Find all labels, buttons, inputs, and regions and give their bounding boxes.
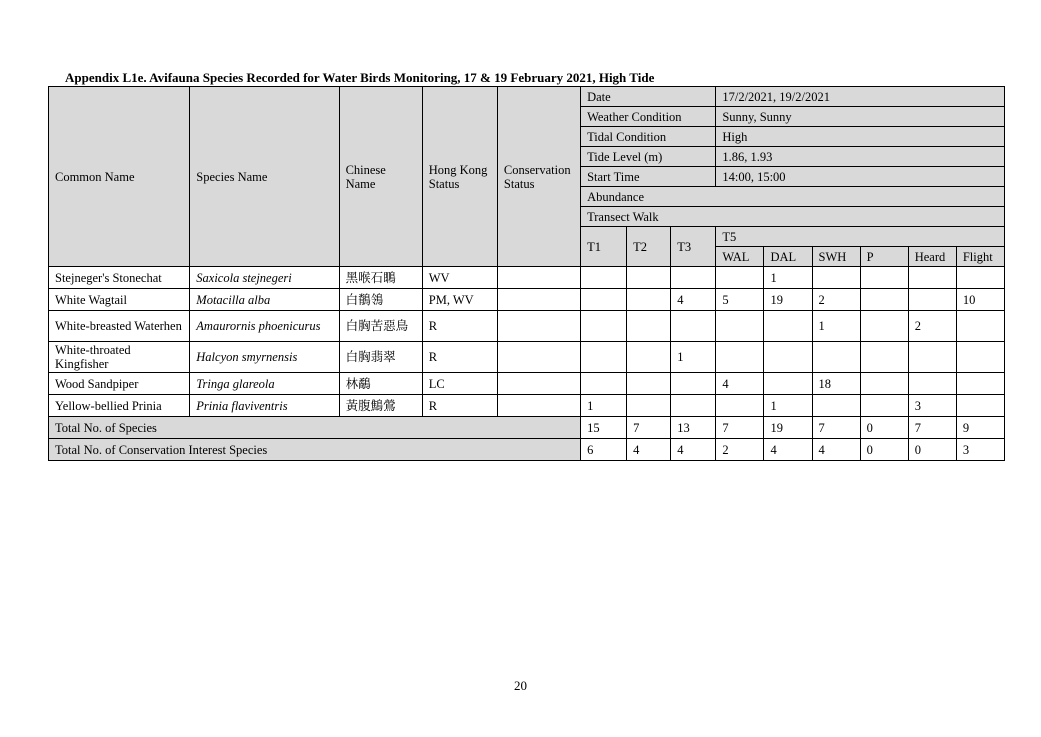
count-t3 [671, 311, 716, 342]
header-conservation-status: Conservation Status [497, 87, 580, 267]
cons-wal: 2 [716, 439, 764, 461]
common-name: White-breasted Waterhen [49, 311, 190, 342]
count-t2 [627, 289, 671, 311]
count-flight [956, 395, 1004, 417]
table-row [49, 311, 1005, 342]
header-t5: T5 [716, 227, 1005, 247]
header-heard: Heard [908, 247, 956, 267]
count-p [860, 267, 908, 289]
table-row [49, 267, 1005, 289]
header-wal: WAL [716, 247, 764, 267]
start-time-label: Start Time [581, 167, 716, 187]
hk-status: LC [422, 373, 497, 395]
count-swh: 2 [812, 289, 860, 311]
count-heard [908, 342, 956, 373]
count-dal [764, 311, 812, 342]
header-hk-status: Hong Kong Status [422, 87, 497, 267]
count-swh [812, 267, 860, 289]
count-p [860, 311, 908, 342]
chinese-name: 黑喉石䳭 [339, 267, 422, 289]
common-name: Yellow-bellied Prinia [49, 395, 190, 417]
count-heard [908, 267, 956, 289]
species-table [48, 86, 1005, 461]
tide-level-label: Tide Level (m) [581, 147, 716, 167]
total-wal: 7 [716, 417, 764, 439]
count-t1: 1 [581, 395, 627, 417]
conservation-status [497, 289, 580, 311]
count-heard [908, 289, 956, 311]
count-t1 [581, 342, 627, 373]
count-dal: 1 [764, 395, 812, 417]
cons-dal: 4 [764, 439, 812, 461]
count-t2 [627, 342, 671, 373]
hk-status: R [422, 311, 497, 342]
date-value: 17/2/2021, 19/2/2021 [716, 87, 1005, 107]
table-row [49, 342, 1005, 373]
total-flight: 9 [956, 417, 1004, 439]
species-name: Prinia flaviventris [190, 395, 339, 417]
total-conservation-row [49, 439, 1005, 461]
species-name: Motacilla alba [190, 289, 339, 311]
count-flight [956, 373, 1004, 395]
cons-t1: 6 [581, 439, 627, 461]
total-t1: 15 [581, 417, 627, 439]
conservation-status [497, 311, 580, 342]
header-t1: T1 [581, 227, 627, 267]
count-t2 [627, 267, 671, 289]
header-swh: SWH [812, 247, 860, 267]
total-species-row [49, 417, 1005, 439]
species-name: Saxicola stejnegeri [190, 267, 339, 289]
count-wal [716, 395, 764, 417]
count-t3: 1 [671, 342, 716, 373]
count-t3: 4 [671, 289, 716, 311]
species-name: Halcyon smyrnensis [190, 342, 339, 373]
chinese-name: 林鷸 [339, 373, 422, 395]
count-wal: 4 [716, 373, 764, 395]
header-flight: Flight [956, 247, 1004, 267]
common-name: White-throated Kingfisher [49, 342, 190, 373]
count-swh: 18 [812, 373, 860, 395]
chinese-name: 白鶺鴒 [339, 289, 422, 311]
tidal-label: Tidal Condition [581, 127, 716, 147]
total-heard: 7 [908, 417, 956, 439]
count-t1 [581, 267, 627, 289]
conservation-status [497, 395, 580, 417]
total-p: 0 [860, 417, 908, 439]
count-heard [908, 373, 956, 395]
table-row [49, 395, 1005, 417]
tidal-value: High [716, 127, 1005, 147]
cons-p: 0 [860, 439, 908, 461]
count-t3 [671, 267, 716, 289]
page-number: 20 [514, 678, 527, 693]
count-p [860, 342, 908, 373]
chinese-name: 白胸苦惡鳥 [339, 311, 422, 342]
count-p [860, 395, 908, 417]
total-swh: 7 [812, 417, 860, 439]
conservation-status [497, 267, 580, 289]
cons-t3: 4 [671, 439, 716, 461]
conservation-status [497, 342, 580, 373]
total-conservation-label: Total No. of Conservation Interest Species [49, 439, 581, 461]
count-wal [716, 311, 764, 342]
count-t3 [671, 395, 716, 417]
count-flight [956, 342, 1004, 373]
count-dal [764, 342, 812, 373]
count-wal [716, 342, 764, 373]
count-t1 [581, 311, 627, 342]
header-t3: T3 [671, 227, 716, 267]
hk-status: WV [422, 267, 497, 289]
header-common-name: Common Name [49, 87, 190, 267]
tide-level-value: 1.86, 1.93 [716, 147, 1005, 167]
cons-swh: 4 [812, 439, 860, 461]
count-heard: 2 [908, 311, 956, 342]
count-dal: 19 [764, 289, 812, 311]
total-t3: 13 [671, 417, 716, 439]
count-t1 [581, 289, 627, 311]
total-t2: 7 [627, 417, 671, 439]
count-swh: 1 [812, 311, 860, 342]
total-dal: 19 [764, 417, 812, 439]
count-p [860, 373, 908, 395]
common-name: White Wagtail [49, 289, 190, 311]
count-t3 [671, 373, 716, 395]
header-p: P [860, 247, 908, 267]
cons-heard: 0 [908, 439, 956, 461]
count-heard: 3 [908, 395, 956, 417]
start-time-value: 14:00, 15:00 [716, 167, 1005, 187]
header-t2: T2 [627, 227, 671, 267]
conservation-status [497, 373, 580, 395]
header-chinese-name: Chinese Name [339, 87, 422, 267]
table-row [49, 289, 1005, 311]
count-wal: 5 [716, 289, 764, 311]
chinese-name: 白胸翡翠 [339, 342, 422, 373]
cons-flight: 3 [956, 439, 1004, 461]
count-dal: 1 [764, 267, 812, 289]
cons-t2: 4 [627, 439, 671, 461]
count-swh [812, 342, 860, 373]
count-swh [812, 395, 860, 417]
header-dal: DAL [764, 247, 812, 267]
count-t2 [627, 311, 671, 342]
weather-label: Weather Condition [581, 107, 716, 127]
common-name: Wood Sandpiper [49, 373, 190, 395]
chinese-name: 黃腹鷦鶯 [339, 395, 422, 417]
abundance-label: Abundance [581, 187, 1005, 207]
total-species-label: Total No. of Species [49, 417, 581, 439]
header-species-name: Species Name [190, 87, 339, 267]
weather-value: Sunny, Sunny [716, 107, 1005, 127]
count-dal [764, 373, 812, 395]
hk-status: PM, WV [422, 289, 497, 311]
date-label: Date [581, 87, 716, 107]
common-name: Stejneger's Stonechat [49, 267, 190, 289]
count-t1 [581, 373, 627, 395]
count-t2 [627, 395, 671, 417]
table-row [49, 373, 1005, 395]
hk-status: R [422, 395, 497, 417]
hk-status: R [422, 342, 497, 373]
count-t2 [627, 373, 671, 395]
species-name: Amaurornis phoenicurus [190, 311, 339, 342]
transect-walk-label: Transect Walk [581, 207, 1005, 227]
count-flight [956, 311, 1004, 342]
count-p [860, 289, 908, 311]
species-name: Tringa glareola [190, 373, 339, 395]
count-flight: 10 [956, 289, 1004, 311]
count-flight [956, 267, 1004, 289]
table-title: Appendix L1e. Avifauna Species Recorded for Water Birds Monitoring, 17 & 19 February 2021, High Tide [65, 70, 655, 85]
count-wal [716, 267, 764, 289]
